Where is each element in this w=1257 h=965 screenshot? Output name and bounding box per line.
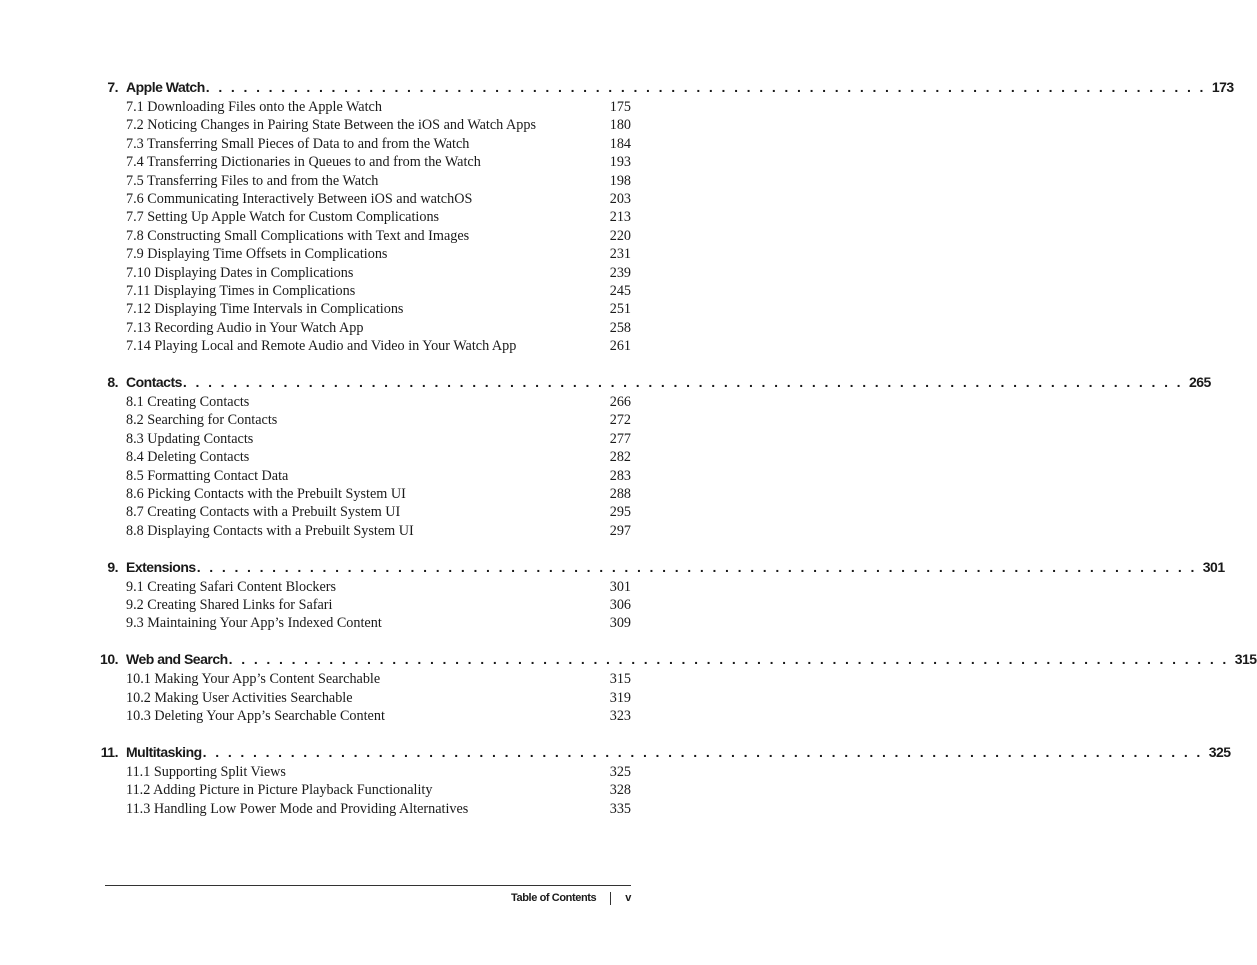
- chapter-number: 9.: [107, 558, 118, 575]
- section-page-number: 231: [609, 246, 631, 263]
- section-title: 11.1 Supporting Split Views: [126, 763, 286, 780]
- section-page-number: 266: [609, 393, 631, 410]
- section-page-number: 283: [609, 467, 631, 484]
- toc-section-entry[interactable]: [126, 116, 631, 134]
- section-title: 8.2 Searching for Contacts: [126, 412, 278, 429]
- toc-section-entry[interactable]: [126, 596, 631, 614]
- footer-rule: [105, 885, 631, 886]
- section-title: 8.6 Picking Contacts with the Prebuilt System UI: [126, 485, 406, 502]
- toc-section-entry[interactable]: [126, 393, 631, 411]
- section-page-number: 282: [609, 449, 631, 466]
- section-page-number: 295: [609, 504, 631, 521]
- chapter-number: 7.: [107, 79, 118, 95]
- toc-section-entry[interactable]: [126, 337, 631, 355]
- section-page-number: 251: [609, 301, 631, 318]
- chapter-number: 10.: [100, 651, 118, 668]
- chapter-page-number: 325: [1208, 743, 1231, 760]
- section-page-number: 323: [609, 708, 631, 725]
- section-page-number: 301: [609, 578, 631, 595]
- chapter-title: Multitasking: [126, 743, 202, 760]
- chapter-heading[interactable]: [95, 372, 1211, 393]
- toc-section-entry[interactable]: [126, 763, 631, 781]
- section-title: 7.8 Constructing Small Complications with Text and Images: [126, 227, 470, 244]
- section-page-number: 258: [609, 319, 631, 336]
- section-page-number: 203: [609, 190, 631, 207]
- toc-chapter: [95, 742, 1231, 818]
- section-page-number: 325: [609, 763, 631, 780]
- section-page-number: 175: [609, 99, 631, 115]
- toc-section-entry[interactable]: [126, 707, 631, 725]
- chapter-page-number: 173: [1211, 79, 1234, 95]
- toc-section-entry[interactable]: [126, 781, 631, 799]
- section-title: 7.13 Recording Audio in Your Watch App: [126, 319, 364, 336]
- section-page-number: 277: [609, 430, 631, 447]
- section-page-number: 306: [609, 596, 631, 613]
- toc-section-entry[interactable]: [126, 800, 631, 818]
- section-page-number: 261: [609, 338, 631, 355]
- section-title: 9.1 Creating Safari Content Blockers: [126, 578, 337, 595]
- section-page-number: 213: [609, 209, 631, 226]
- chapter-heading[interactable]: [95, 742, 1231, 763]
- section-page-number: 198: [609, 172, 631, 189]
- toc-section-entry[interactable]: [126, 245, 631, 263]
- section-page-number: 328: [609, 782, 631, 799]
- section-title: 7.12 Displaying Time Intervals in Complications: [126, 301, 404, 318]
- chapter-number: 11.: [100, 743, 118, 760]
- toc-section-entry[interactable]: [126, 264, 631, 282]
- section-title: 7.5 Transferring Files to and from the Watch: [126, 172, 379, 189]
- chapter-number: 8.: [107, 373, 118, 390]
- section-title: 7.2 Noticing Changes in Pairing State Between the iOS and Watch Apps: [126, 117, 536, 134]
- toc-chapter: [95, 77, 1234, 355]
- section-title: 7.10 Displaying Dates in Complications: [126, 264, 354, 281]
- section-title: 11.2 Adding Picture in Picture Playback Functionality: [126, 782, 433, 799]
- section-title: 7.4 Transferring Dictionaries in Queues to and from the Watch: [126, 154, 481, 171]
- toc-chapter: [95, 649, 1257, 725]
- section-page-number: 309: [609, 615, 631, 632]
- section-page-number: 239: [609, 264, 631, 281]
- toc-section-entry[interactable]: [126, 430, 631, 448]
- section-page-number: 297: [609, 522, 631, 539]
- section-page-number: 335: [609, 800, 631, 817]
- section-list: [95, 393, 631, 540]
- toc-section-entry[interactable]: [126, 98, 631, 116]
- dot-leader: . . . . . . . . . . . . . . . . . . . . . . . . . . . . . . . . . . . . . . . . . . . . . . . . . . . . . . . . . . . . . . . . . . . . . . . . . . . . . . . .: [205, 79, 1206, 95]
- toc-section-entry[interactable]: [126, 153, 631, 171]
- chapter-heading[interactable]: [95, 77, 1234, 98]
- running-footer: [511, 889, 631, 907]
- section-title: 10.2 Making User Activities Searchable: [126, 689, 353, 706]
- section-page-number: 272: [609, 412, 631, 429]
- chapter-title: Web and Search: [126, 651, 228, 668]
- toc-section-entry[interactable]: [126, 448, 631, 466]
- section-page-number: 315: [609, 671, 631, 688]
- section-title: 7.6 Communicating Interactively Between iOS and watchOS: [126, 190, 473, 207]
- toc-chapter: [95, 372, 1211, 540]
- chapter-page-number: 315: [1234, 651, 1257, 668]
- section-title: 7.7 Setting Up Apple Watch for Custom Complications: [126, 209, 440, 226]
- section-title: 8.7 Creating Contacts with a Prebuilt System UI: [126, 504, 401, 521]
- chapter-title: Contacts: [126, 373, 182, 390]
- section-title: 9.2 Creating Shared Links for Safari: [126, 596, 333, 613]
- toc-section-entry[interactable]: [126, 190, 631, 208]
- toc-section-entry[interactable]: [126, 282, 631, 300]
- section-title: 11.3 Handling Low Power Mode and Providing Alternatives: [126, 800, 469, 817]
- section-page-number: 220: [609, 227, 631, 244]
- chapter-heading[interactable]: [95, 649, 1257, 670]
- table-of-contents: [95, 77, 1257, 835]
- toc-section-entry[interactable]: [126, 485, 631, 503]
- section-title: 8.3 Updating Contacts: [126, 430, 254, 447]
- dot-leader: . . . . . . . . . . . . . . . . . . . . . . . . . . . . . . . . . . . . . . . . . . . . . . . . . . . . . . . . . . . . . . . . . . . . . . . . . . . . . . . .: [196, 558, 1197, 575]
- toc-section-entry[interactable]: [126, 467, 631, 485]
- toc-section-entry[interactable]: [126, 503, 631, 521]
- section-page-number: 180: [609, 117, 631, 134]
- section-page-number: 245: [609, 282, 631, 299]
- section-list: [95, 670, 631, 725]
- toc-section-entry[interactable]: [126, 208, 631, 226]
- section-title: 7.1 Downloading Files onto the Apple Watch: [126, 99, 382, 115]
- dot-leader: . . . . . . . . . . . . . . . . . . . . . . . . . . . . . . . . . . . . . . . . . . . . . . . . . . . . . . . . . . . . . . . . . . . . . . . . . . . . . . . .: [202, 743, 1203, 760]
- section-page-number: 193: [609, 154, 631, 171]
- section-title: 8.8 Displaying Contacts with a Prebuilt System UI: [126, 522, 414, 539]
- toc-chapter: [95, 557, 1225, 633]
- section-page-number: 184: [609, 135, 631, 152]
- section-title: 7.11 Displaying Times in Complications: [126, 282, 356, 299]
- chapter-page-number: 265: [1188, 373, 1211, 390]
- toc-section-entry[interactable]: [126, 670, 631, 688]
- chapter-title: Extensions: [126, 558, 196, 575]
- toc-section-entry[interactable]: [126, 614, 631, 632]
- toc-section-entry[interactable]: [126, 135, 631, 153]
- chapter-title: Apple Watch: [126, 79, 205, 95]
- toc-section-entry[interactable]: [126, 300, 631, 318]
- toc-section-entry[interactable]: [126, 522, 631, 540]
- footer-label: Table of Contents: [511, 892, 597, 904]
- chapter-heading[interactable]: [95, 557, 1225, 578]
- toc-section-entry[interactable]: [126, 578, 631, 596]
- section-title: 9.3 Maintaining Your App’s Indexed Content: [126, 615, 382, 632]
- section-title: 8.4 Deleting Contacts: [126, 449, 250, 466]
- section-list: [95, 578, 631, 633]
- dot-leader: . . . . . . . . . . . . . . . . . . . . . . . . . . . . . . . . . . . . . . . . . . . . . . . . . . . . . . . . . . . . . . . . . . . . . . . . . . . . . . . .: [182, 373, 1183, 390]
- section-title: 8.5 Formatting Contact Data: [126, 467, 289, 484]
- toc-section-entry[interactable]: [126, 411, 631, 429]
- section-title: 7.9 Displaying Time Offsets in Complications: [126, 246, 388, 263]
- section-title: 10.3 Deleting Your App’s Searchable Content: [126, 708, 385, 725]
- section-page-number: 319: [609, 689, 631, 706]
- section-title: 8.1 Creating Contacts: [126, 393, 250, 410]
- section-list: [95, 763, 631, 818]
- section-title: 10.1 Making Your App’s Content Searchable: [126, 671, 381, 688]
- dot-leader: . . . . . . . . . . . . . . . . . . . . . . . . . . . . . . . . . . . . . . . . . . . . . . . . . . . . . . . . . . . . . . . . . . . . . . . . . . . . . . . .: [228, 651, 1229, 668]
- toc-section-entry[interactable]: [126, 172, 631, 190]
- footer-page-numeral: v: [625, 892, 631, 904]
- toc-section-entry[interactable]: [126, 689, 631, 707]
- toc-section-entry[interactable]: [126, 319, 631, 337]
- chapter-page-number: 301: [1202, 558, 1225, 575]
- section-page-number: 288: [609, 485, 631, 502]
- section-list: [95, 98, 631, 355]
- footer-separator: [610, 892, 611, 905]
- section-title: 7.14 Playing Local and Remote Audio and Video in Your Watch App: [126, 338, 517, 355]
- section-title: 7.3 Transferring Small Pieces of Data to and from the Watch: [126, 135, 470, 152]
- toc-section-entry[interactable]: [126, 227, 631, 245]
